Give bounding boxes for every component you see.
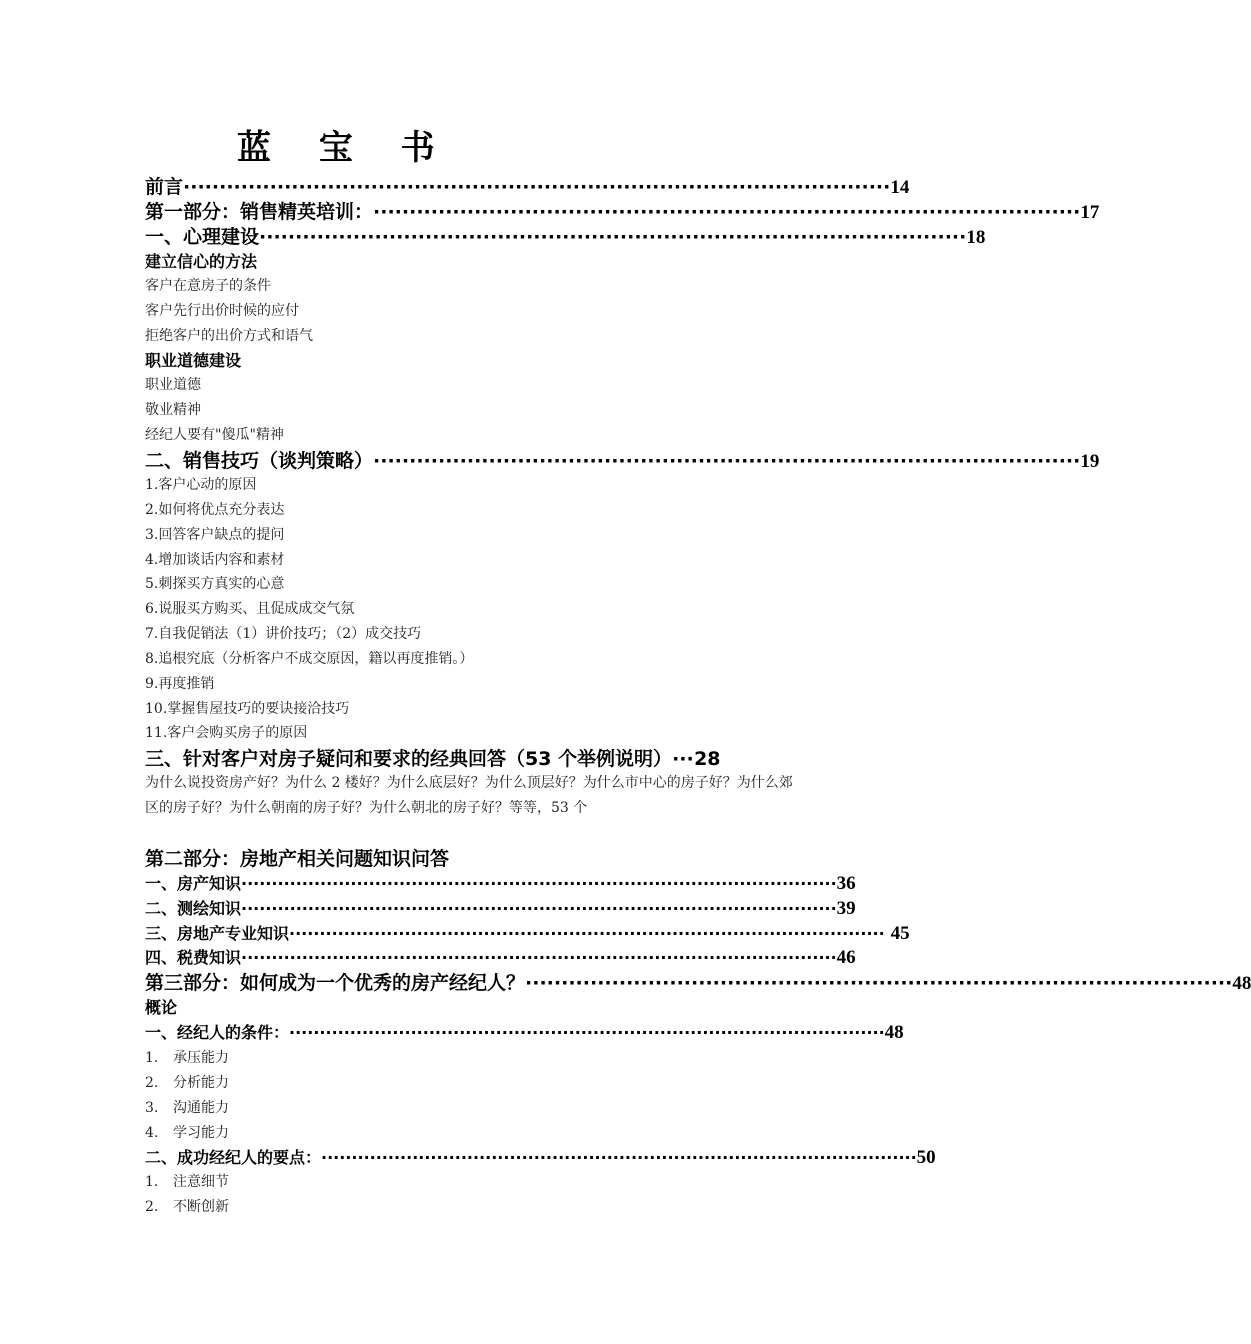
- section-heading-ethics: 职业道德建设: [145, 351, 242, 370]
- toc-entry-sales[interactable]: [145, 449, 1100, 474]
- toc-entry-taxes[interactable]: [145, 947, 856, 969]
- list-item: [145, 1073, 229, 1093]
- list-item: 2.如何将优点充分表达: [145, 502, 285, 518]
- toc-page: 19: [1080, 451, 1100, 472]
- toc-label: 第三部分：如何成为一个优秀的房产经纪人？: [145, 972, 526, 994]
- dot-leader: ··································································································: [183, 176, 891, 198]
- dot-leader: ··································································································: [259, 226, 967, 248]
- list-item: 拒绝客户的出价方式和语气: [145, 328, 313, 344]
- list-number: 2.: [145, 1075, 159, 1091]
- toc-page: 28: [694, 748, 721, 770]
- list-item: [145, 1172, 229, 1192]
- toc-entry-psychology[interactable]: [145, 225, 986, 250]
- section-heading-confidence: 建立信心的方法: [145, 252, 258, 271]
- qa-description: 为什么说投资房产好？为什么 2 楼好？为什么底层好？为什么顶层好？为什么市中心的房子好？为什么郊区的房子好？为什么朝南的房子好？为什么朝北的房子好？等等，53 个: [145, 775, 793, 816]
- toc-label: 前言: [145, 176, 184, 198]
- toc-entry-preface[interactable]: [145, 175, 910, 200]
- list-item: 客户先行出价时候的应付: [145, 303, 299, 319]
- toc-label: 三、房地产专业知识: [145, 924, 290, 943]
- list-item: 11.客户会购买房子的原因: [145, 725, 308, 741]
- list-item: 5.刺探买方真实的心意: [145, 576, 285, 592]
- list-item: 职业道德: [145, 377, 201, 393]
- toc-entry-key-points[interactable]: [145, 1147, 936, 1169]
- document-title: 蓝 宝 书: [237, 128, 453, 168]
- toc-label: 四、税费知识: [145, 948, 242, 967]
- toc-label: 一、经纪人的条件：: [145, 1023, 290, 1042]
- part2-heading: 第二部分：房地产相关问题知识问答: [145, 848, 450, 870]
- toc-page: 17: [1080, 202, 1100, 223]
- list-item: [145, 1048, 229, 1068]
- dot-leader: ··································································································: [241, 899, 837, 918]
- dot-leader: ··································································································: [289, 1023, 885, 1042]
- list-item: [145, 1123, 229, 1143]
- toc-entry-realestate[interactable]: [145, 923, 910, 945]
- list-text: 不断创新: [173, 1199, 229, 1215]
- toc-label: 二、测绘知识: [145, 899, 242, 918]
- dot-leader: ··································································································: [241, 874, 837, 893]
- toc-page: 45: [890, 923, 910, 944]
- list-text: 沟通能力: [173, 1100, 229, 1116]
- toc-page: 39: [836, 898, 856, 919]
- list-text: 承压能力: [173, 1050, 229, 1066]
- dot-leader: ··································································································: [241, 948, 837, 967]
- toc-entry-qa[interactable]: [145, 747, 791, 771]
- list-number: 1.: [145, 1050, 159, 1066]
- list-item: 4.增加谈话内容和素材: [145, 552, 285, 568]
- list-number: 2.: [145, 1199, 159, 1215]
- list-item: [145, 1197, 229, 1217]
- toc-entry-conditions[interactable]: [145, 1022, 904, 1044]
- toc-label: 二、销售技巧（谈判策略）: [145, 450, 374, 472]
- toc-page: 46: [836, 947, 856, 968]
- list-item: 经纪人要有"傻瓜"精神: [145, 427, 284, 443]
- toc-entry-property[interactable]: [145, 873, 856, 895]
- toc-page: 48: [1232, 973, 1251, 994]
- list-item: 6.说服买方购买、且促成成交气氛: [145, 601, 355, 617]
- list-item: 1.客户心动的原因: [145, 477, 257, 493]
- list-item: 3.回答客户缺点的提问: [145, 527, 285, 543]
- toc-entry-part3[interactable]: [145, 971, 1251, 996]
- dot-leader: ··································································································: [373, 201, 1081, 223]
- toc-page: 18: [966, 227, 986, 248]
- dot-leader: ··································································································: [373, 450, 1081, 472]
- toc-label: 二、成功经纪人的要点：: [145, 1148, 322, 1167]
- dot-leader: ··································································································: [525, 972, 1233, 994]
- dot-leader: ···: [672, 748, 694, 770]
- list-item: 7.自我促销法（1）讲价技巧；（2）成交技巧: [145, 626, 422, 642]
- dot-leader: ··································································································: [321, 1148, 917, 1167]
- toc-entry-part1[interactable]: [145, 200, 1100, 225]
- toc-entry-surveying[interactable]: [145, 898, 856, 920]
- toc-label: 三、针对客户对房子疑问和要求的经典回答（53 个举例说明）: [145, 748, 673, 770]
- list-number: 3.: [145, 1100, 159, 1116]
- list-text: 注意细节: [173, 1174, 229, 1190]
- toc-label: 一、房产知识: [145, 874, 242, 893]
- overview-heading: 概论: [145, 998, 178, 1017]
- toc-label: 第一部分：销售精英培训：: [145, 201, 374, 223]
- list-item: 敬业精神: [145, 402, 201, 418]
- list-text: 学习能力: [173, 1125, 229, 1141]
- list-item: 8.追根究底（分析客户不成交原因，籍以再度推销。）: [145, 651, 474, 667]
- toc-page: 48: [884, 1022, 904, 1043]
- toc-label: 一、心理建设: [145, 226, 260, 248]
- list-item: 客户在意房子的条件: [145, 278, 271, 294]
- dot-leader: ··································································································: [289, 924, 885, 943]
- toc-page: 14: [890, 177, 910, 198]
- list-number: 4.: [145, 1125, 159, 1141]
- list-text: 分析能力: [173, 1075, 229, 1091]
- list-number: 1.: [145, 1174, 159, 1190]
- list-item: [145, 1098, 229, 1118]
- list-item: 10.掌握售屋技巧的要诀接洽技巧: [145, 701, 350, 717]
- toc-page: 36: [836, 873, 856, 894]
- toc-page: 50: [916, 1147, 936, 1168]
- list-item: 9.再度推销: [145, 676, 215, 692]
